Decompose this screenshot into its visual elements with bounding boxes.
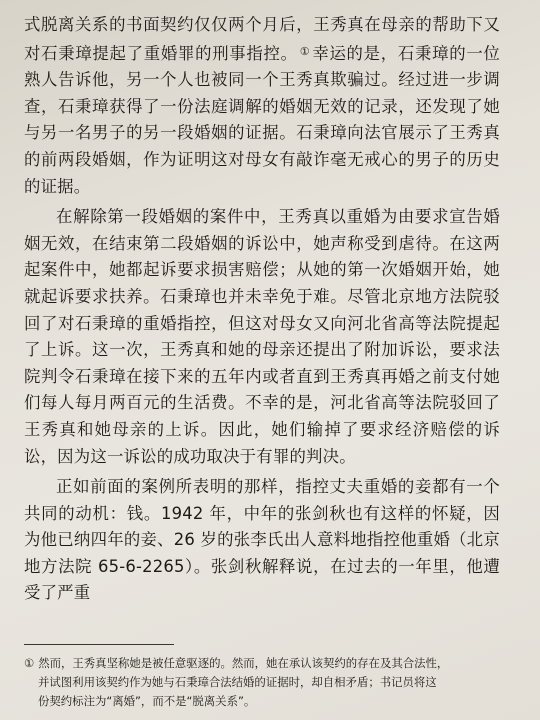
footnote-reference: ① bbox=[299, 44, 311, 58]
paragraph-1-text: 式脱离关系的书面契约仅仅两个月后，王秀真在母亲的帮助下又对石秉璋提起了重婚罪的刑事指控。 bbox=[24, 15, 500, 63]
footnote-line-1: 然而，王秀真坚称她是被任意驱逐的。然而，她在承认该契约的存在及其合法性， bbox=[38, 656, 449, 670]
footnote bbox=[24, 654, 500, 711]
paragraph-1 bbox=[24, 12, 500, 200]
footnote-marker: ① bbox=[24, 656, 35, 670]
book-page-text bbox=[24, 12, 500, 607]
footnote-line-2: 并试图利用该契约作为她与石秉璋合法结婚的证据时，却自相矛盾；书记员将这 bbox=[38, 675, 437, 689]
paragraph-2: 在解除第一段婚姻的案件中，王秀真以重婚为由要求宣告婚姻无效，在结束第二段婚姻的诉讼中，她声称受到虐待。在这两起案件中，她都起诉要求损害赔偿；从她的第一次婚姻开始，她就起诉要求扶养。石秉璋也并未幸免于难。尽管北京地方法院驳回了对石秉璋的重婚指控，但这对母女又向河北省高等法院提起了上诉。这一次，王秀真和她的母亲还提出了附加诉讼，要求法院判令石秉璋在接下来的五年内或者直到王秀真再婚之前支付她们每人每月两百元的生活费。不幸的是，河北省高等法院驳回了王秀真和她母亲的上诉。因此，她们输掉了要求经济赔偿的诉讼，因为这一诉讼的成功取决于有罪的判决。 bbox=[24, 207, 500, 466]
paragraph-1-text-continued: 幸运的是，石秉璋的一位熟人告诉他，另一个人也被同一个王秀真欺骗过。经过进一步调查，石秉璋获得了一份法庭调解的婚姻无效的记录，还发现了她与另一名男子的另一段婚姻的证据。石秉璋向法官展示了王秀真的前两段婚姻，作为证明这对母女有敲诈毫无戒心的男子的历史的证据。 bbox=[24, 43, 501, 196]
footnote-divider bbox=[24, 644, 174, 645]
paragraph-3: 正如前面的案例所表明的那样，指控丈夫重婚的妾都有一个共同的动机：钱。1942 年，中年的张剑秋也有这样的怀疑，因为他已纳四年的妾、26 岁的张李氏出人意料地指控他重婚（北京地方法院 65-6-2265）。张剑秋解释说，在过去的一年里，他遭受了严重 bbox=[24, 477, 500, 603]
footnote-line-3: 份契约标注为“离婚”，而不是“脱离关系”。 bbox=[38, 694, 256, 708]
